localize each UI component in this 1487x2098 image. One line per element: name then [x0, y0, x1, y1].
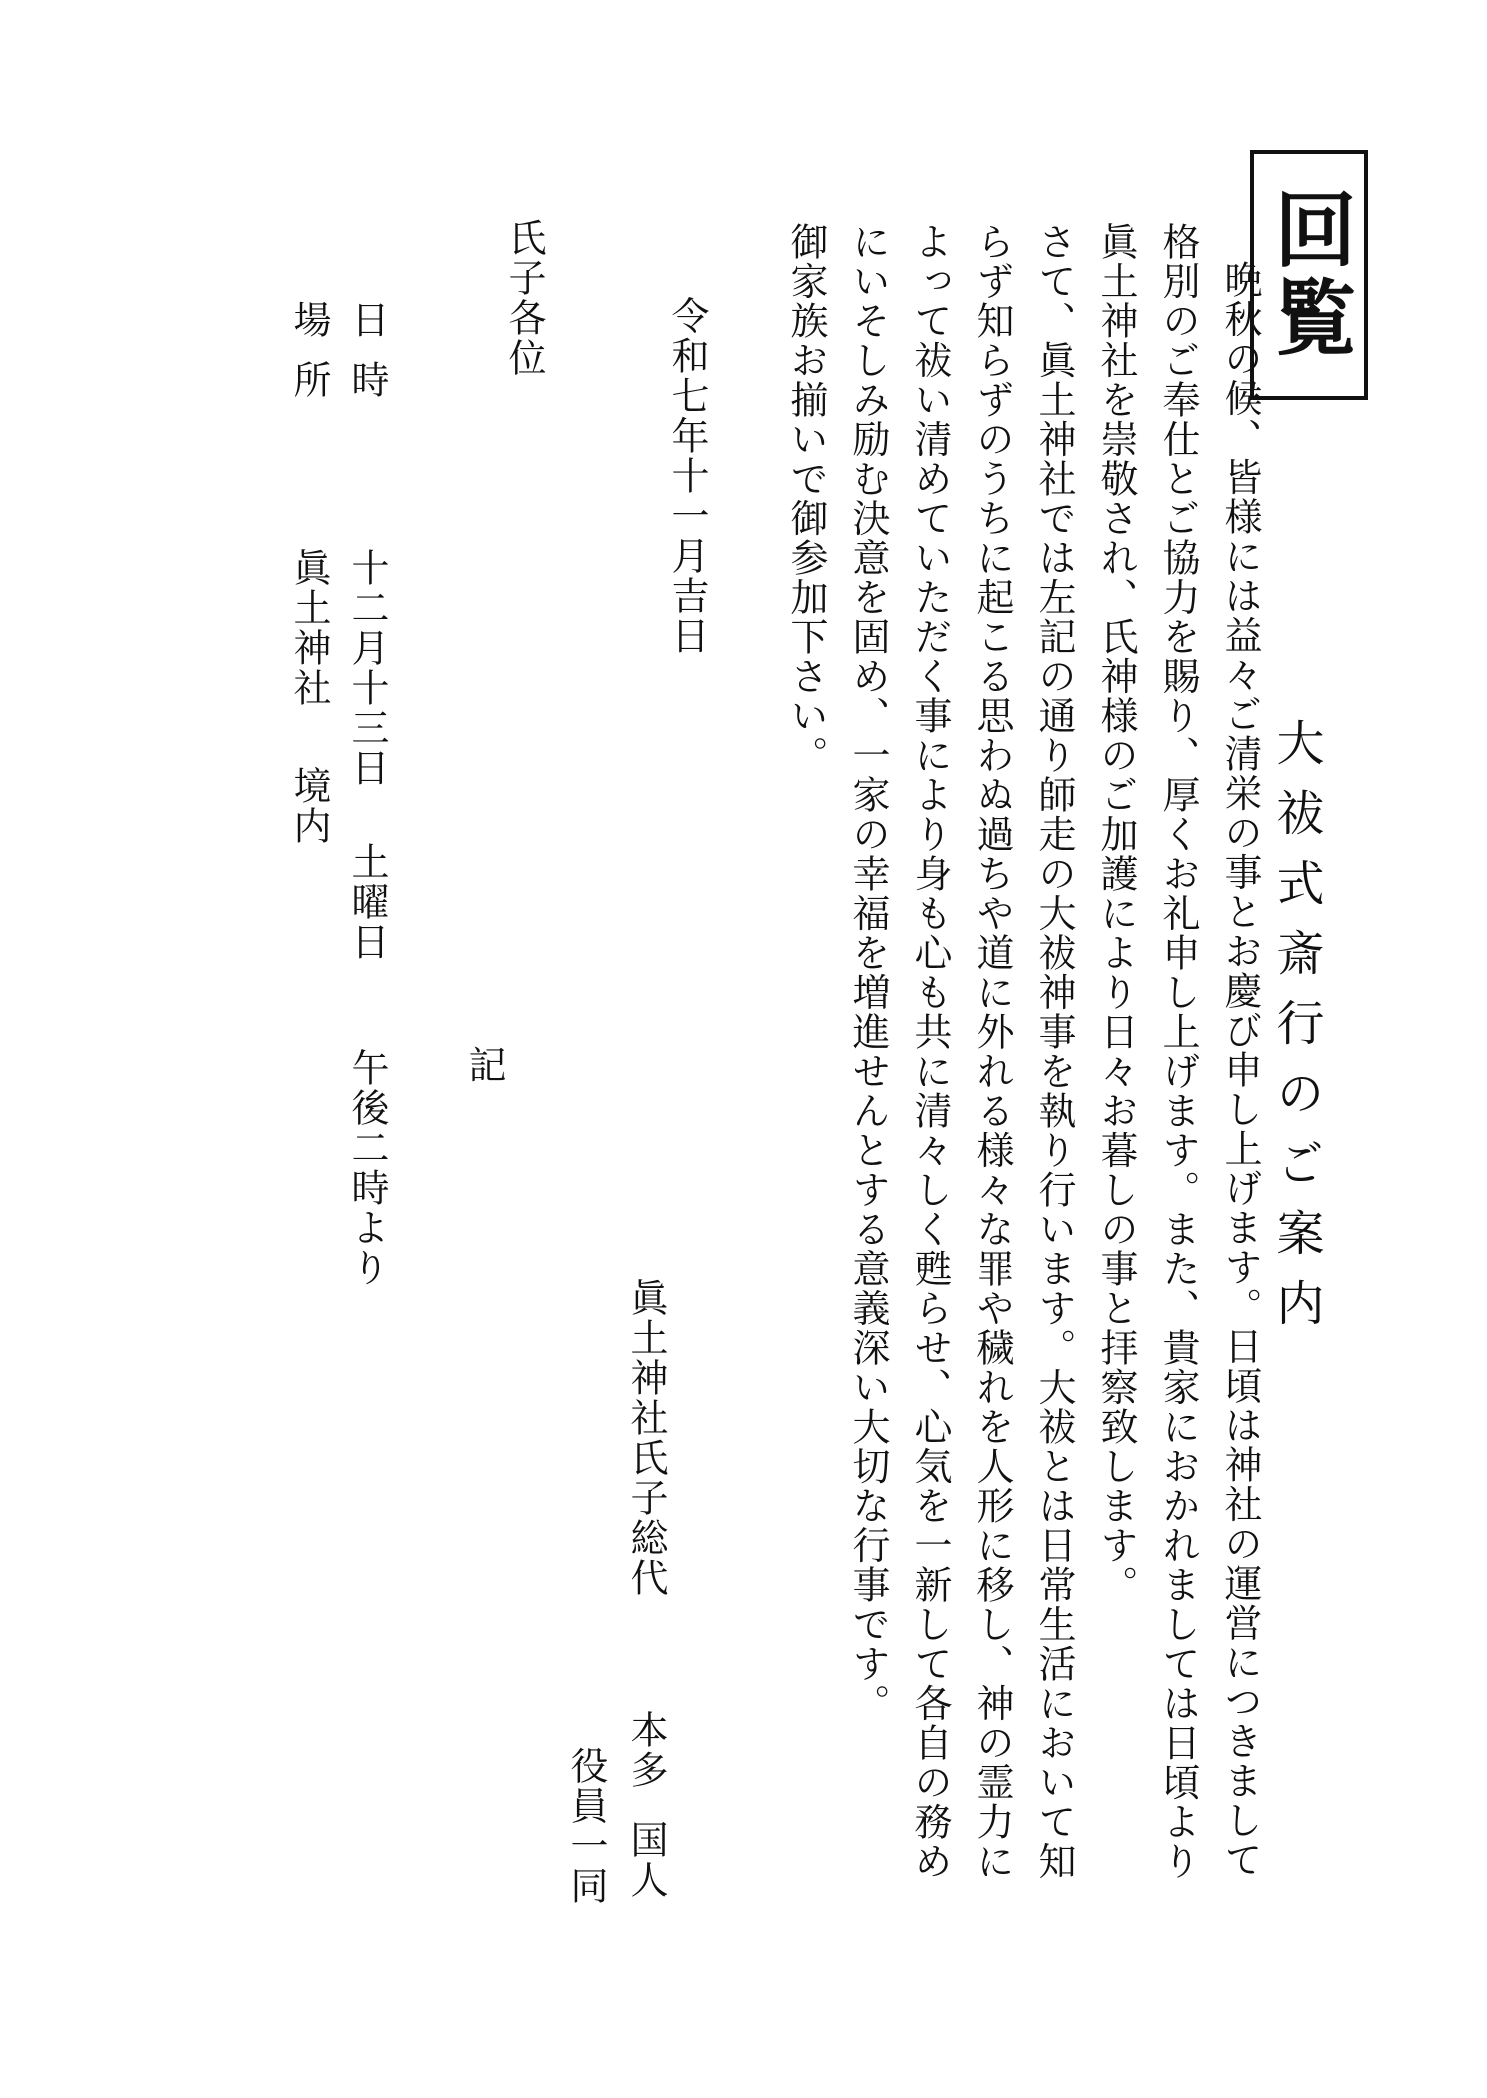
notice-title: 大祓式斎行のご案内: [1268, 718, 1324, 1348]
sender-organization: 眞土神社氏子総代: [624, 1278, 668, 1598]
sender-officers: 役員一同: [564, 1746, 608, 1906]
body-paragraph-ceremony: [775, 222, 1085, 1881]
body-line: 眞土神社を崇敬され、氏神様のご加護により日々お暮しの事と拝察致します。: [1094, 222, 1138, 1605]
body-paragraph-greeting: [1085, 222, 1271, 1881]
addressee: 氏子各位: [502, 218, 546, 378]
notice-body: [775, 222, 1271, 1881]
body-line: さて、眞土神社では左記の通り師走の大祓神事を執り行います。大祓とは日常生活において知: [1032, 222, 1076, 1881]
body-line: 御家族お揃いで御参加下さい。: [784, 222, 828, 775]
ki-heading: 記: [462, 1045, 506, 1083]
details-time: 午後二時より: [345, 1048, 389, 1288]
circulation-label: 回覧: [1261, 187, 1357, 363]
details-place-label: 場所: [287, 300, 331, 420]
body-line: 格別のご奉仕とご協力を賜り、厚くお礼申し上げます。また、貴家におかれましては日頃より: [1156, 222, 1200, 1881]
body-line: よって祓い清めていただく事により身も心も共に清々しく甦らせ、心気を一新して各自の務め: [908, 222, 952, 1881]
body-line: らず知らずのうちに起こる思わぬ過ちや道に外れる様々な罪や穢れを人形に移し、神の霊力に: [970, 222, 1014, 1881]
details-date-label: 日時: [345, 300, 389, 420]
details-place-value: 眞土神社: [287, 548, 331, 708]
details-weekday: 土曜日: [345, 842, 389, 962]
body-line: にいそしみ励む決意を固め、一家の幸福を増進せんとする意義深い大切な行事です。: [846, 222, 890, 1723]
issue-date: 令和七年十一月吉日: [665, 296, 709, 656]
details-date-value: 十二月十三日: [345, 548, 389, 788]
representative-given-name: 国人: [624, 1820, 668, 1900]
sender-representative: [624, 1710, 668, 1900]
representative-surname: 本多: [624, 1710, 668, 1790]
body-line: 晩秋の候、皆様には益々ご清栄の事とお慶び申し上げます。日頃は神社の運営につきまして: [1218, 260, 1262, 1880]
details-place-area: 境内: [287, 766, 331, 846]
